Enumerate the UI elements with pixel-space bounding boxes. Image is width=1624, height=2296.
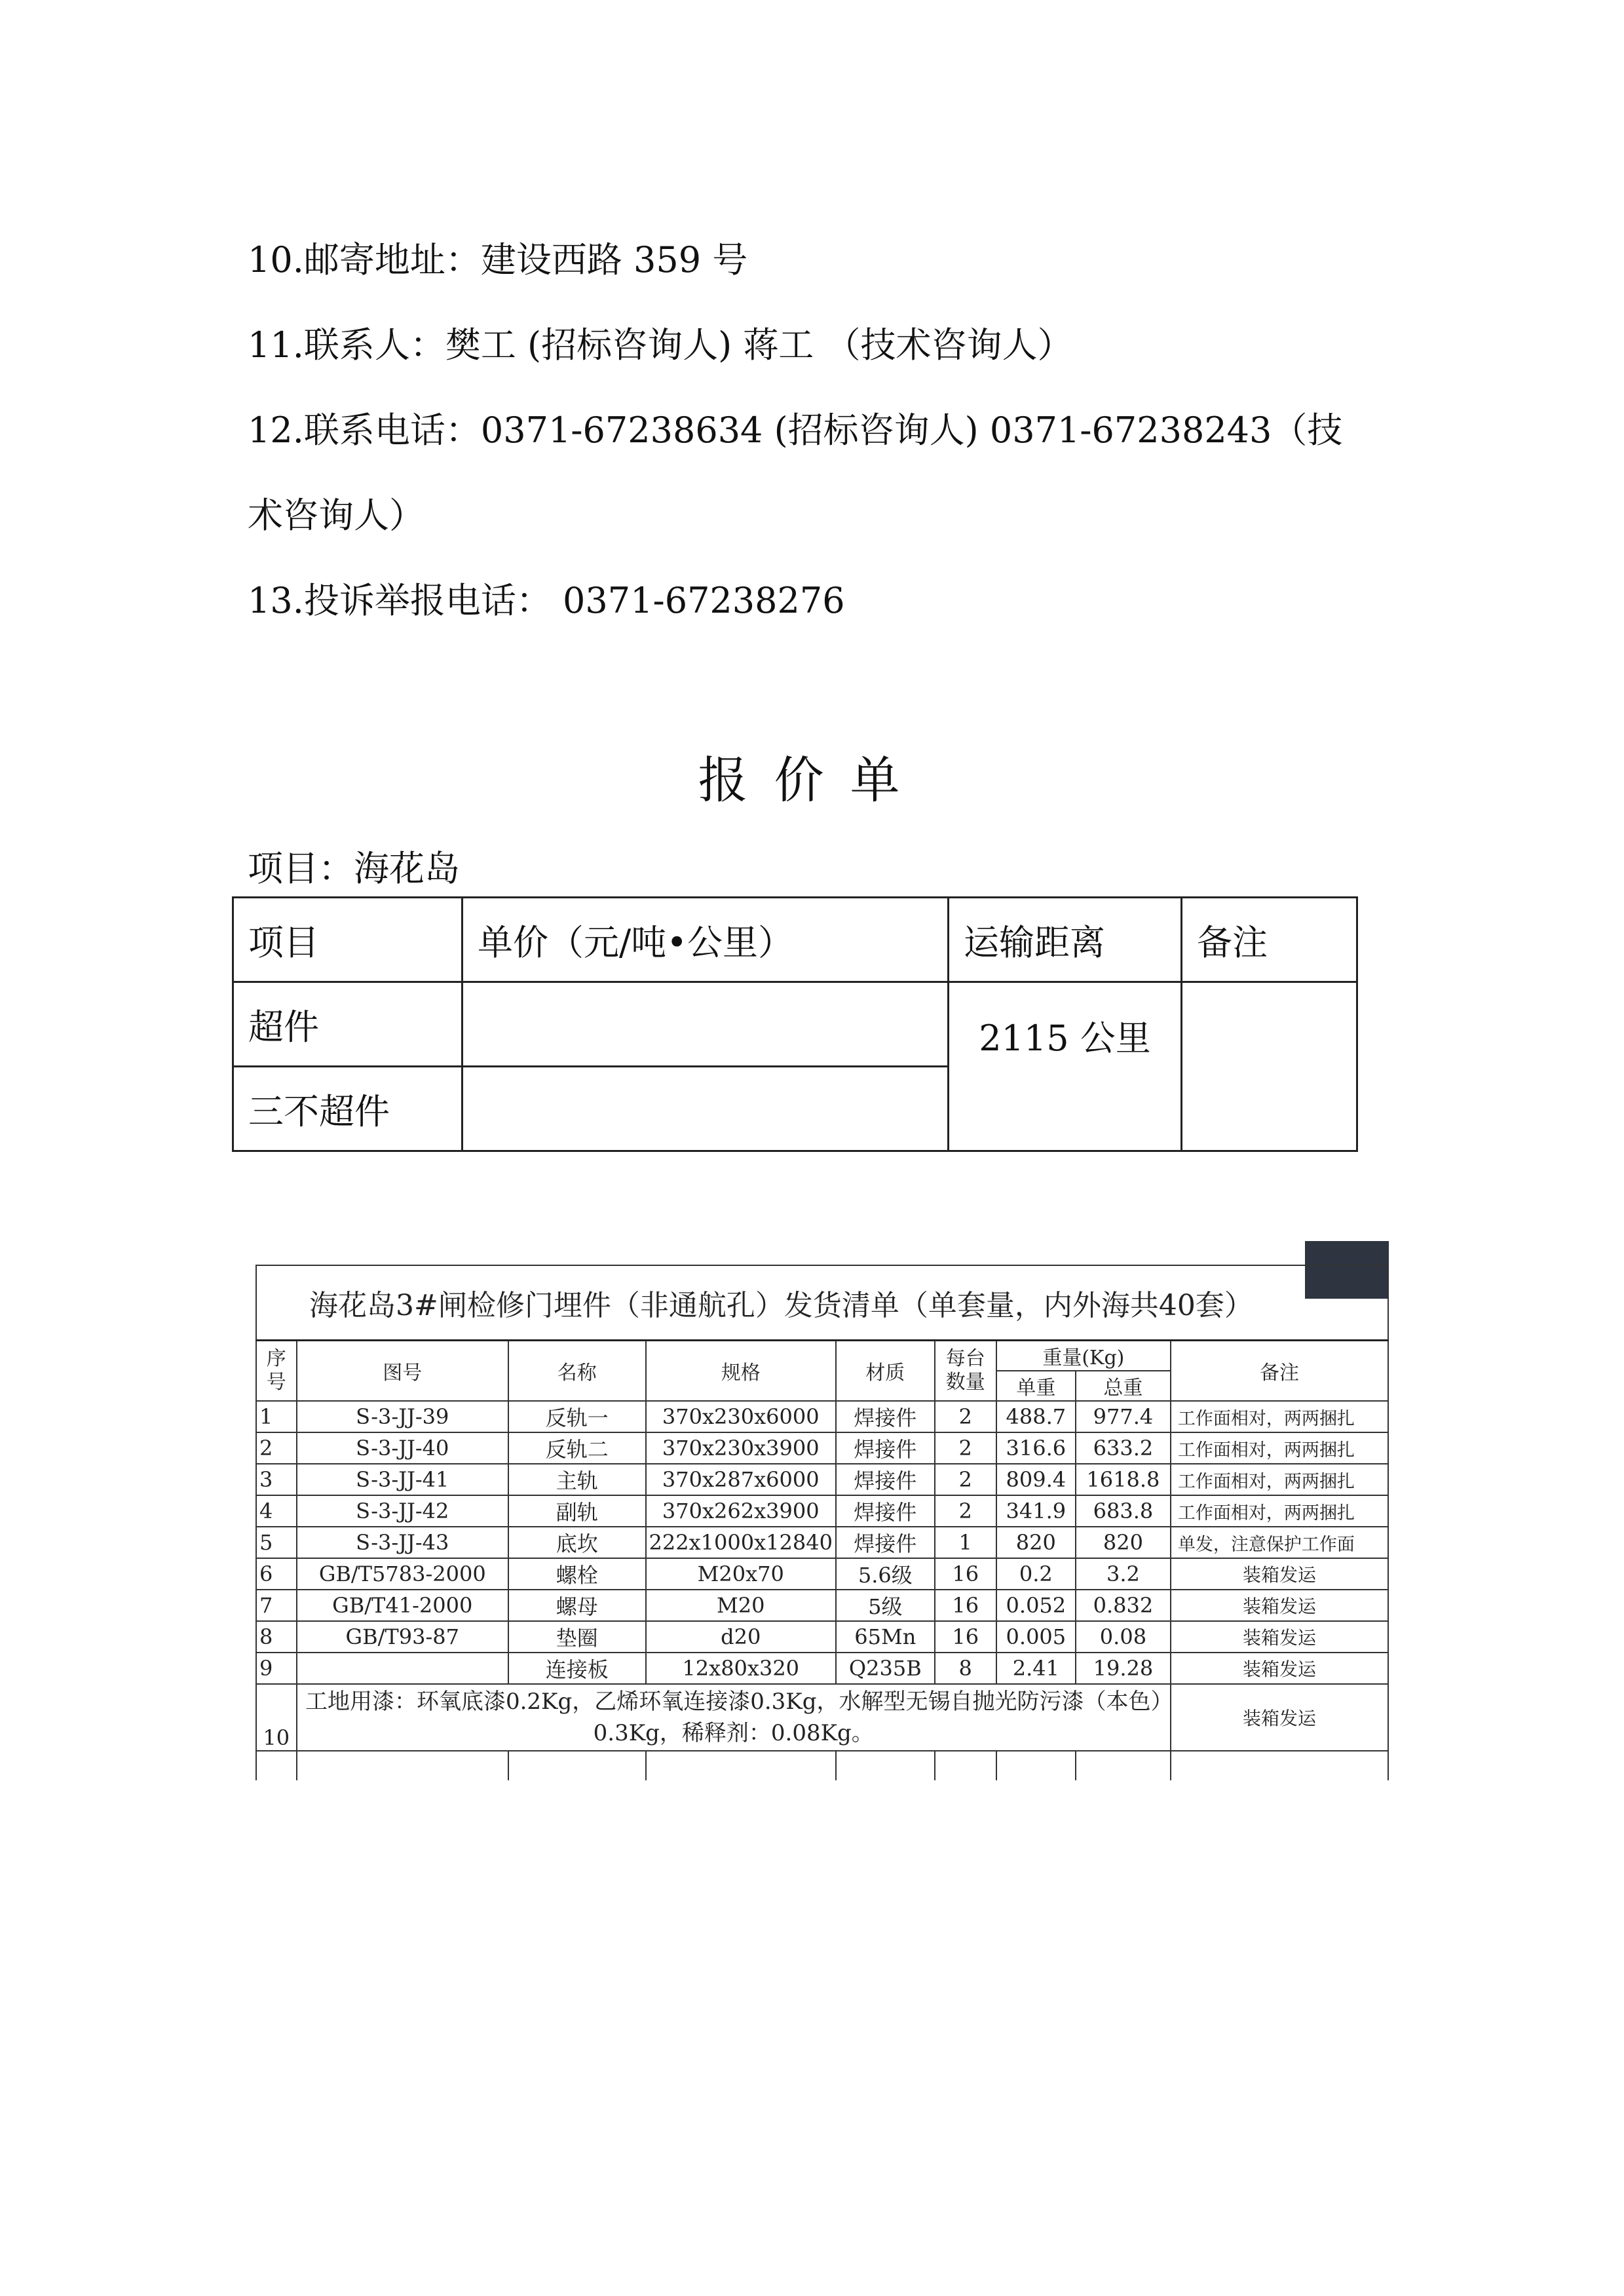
paint-note: 工地用漆：环氧底漆0.2Kg，乙烯环氧连接漆0.3Kg，水解型无锡自抛光防污漆（本色）0.3Kg，稀释剂：0.08Kg。 — [297, 1684, 1171, 1751]
header-qty: 每台数量 — [935, 1341, 996, 1402]
shipping-header-row — [256, 1341, 1388, 1371]
table-row — [256, 1751, 1388, 1780]
cell-remark: 工作面相对，两两捆扎 — [1171, 1401, 1388, 1432]
quote-distance: 2115 公里 — [949, 982, 1182, 1151]
cell-spec: 370x230x3900 — [646, 1432, 836, 1464]
cell-qty: 2 — [935, 1464, 996, 1495]
cell-remark: 单发，注意保护工作面 — [1171, 1527, 1388, 1558]
header-drawing: 图号 — [297, 1341, 508, 1402]
cell-unit: 316.6 — [996, 1432, 1076, 1464]
cell-unit: 0.052 — [996, 1590, 1076, 1621]
header-weight: 重量(Kg) — [996, 1341, 1171, 1371]
cell-unit: 2.41 — [996, 1653, 1076, 1684]
cell-spec: 222x1000x12840 — [646, 1527, 836, 1558]
cell-drawing: S-3-JJ-40 — [297, 1432, 508, 1464]
cell-drawing: GB/T41-2000 — [297, 1590, 508, 1621]
cell-spec: 370x287x6000 — [646, 1464, 836, 1495]
cell-name: 主轨 — [508, 1464, 646, 1495]
header-total-weight: 总重 — [1076, 1371, 1171, 1401]
cell-total: 3.2 — [1076, 1558, 1171, 1590]
cell-name: 垫圈 — [508, 1621, 646, 1653]
cell-drawing: S-3-JJ-41 — [297, 1464, 508, 1495]
cell-total: 820 — [1076, 1527, 1171, 1558]
cell-remark: 工作面相对，两两捆扎 — [1171, 1464, 1388, 1495]
cell-total: 19.28 — [1076, 1653, 1171, 1684]
text-line-11: 11.联系人：樊工 (招标咨询人) 蒋工 （技术咨询人） — [248, 324, 1073, 366]
cell-seq: 3 — [256, 1464, 297, 1495]
cell-qty: 16 — [935, 1558, 996, 1590]
table-row — [256, 1653, 1388, 1684]
cell-spec: 370x230x6000 — [646, 1401, 836, 1432]
table-row — [256, 1401, 1388, 1432]
cell-material: 5.6级 — [836, 1558, 935, 1590]
cell-remark: 装箱发运 — [1171, 1590, 1388, 1621]
cell-seq: 2 — [256, 1432, 297, 1464]
quote-header-remark: 备注 — [1182, 898, 1357, 982]
header-material: 材质 — [836, 1341, 935, 1402]
cell-total: 977.4 — [1076, 1401, 1171, 1432]
cell-unit: 488.7 — [996, 1401, 1076, 1432]
cell-qty: 2 — [935, 1495, 996, 1527]
header-unit-weight: 单重 — [996, 1371, 1076, 1401]
cell-material: Q235B — [836, 1653, 935, 1684]
cell-qty: 2 — [935, 1401, 996, 1432]
table-row — [256, 1590, 1388, 1621]
cell-material: 焊接件 — [836, 1495, 935, 1527]
cell-name: 螺栓 — [508, 1558, 646, 1590]
quote-table — [232, 896, 1358, 1152]
table-row — [256, 1527, 1388, 1558]
cell-remark: 装箱发运 — [1171, 1653, 1388, 1684]
quote-header-distance: 运输距离 — [949, 898, 1182, 982]
cell-drawing: S-3-JJ-42 — [297, 1495, 508, 1527]
table-row — [256, 1464, 1388, 1495]
cell-name: 螺母 — [508, 1590, 646, 1621]
cell-spec: d20 — [646, 1621, 836, 1653]
table-row — [256, 1684, 1388, 1751]
header-name: 名称 — [508, 1341, 646, 1402]
header-remark: 备注 — [1171, 1341, 1388, 1402]
shipping-list — [255, 1265, 1389, 1795]
shipping-table — [255, 1265, 1389, 1780]
cell-remark: 装箱发运 — [1171, 1621, 1388, 1653]
cell-material: 5级 — [836, 1590, 935, 1621]
cell-spec: 370x262x3900 — [646, 1495, 836, 1527]
text-line-10: 10.邮寄地址：建设西路 359 号 — [248, 239, 748, 280]
shipping-caption: 海花岛3#闸检修门埋件（非通航孔）发货清单（单套量，内外海共40套） — [256, 1265, 1388, 1341]
cell-qty: 1 — [935, 1527, 996, 1558]
cell-seq: 7 — [256, 1590, 297, 1621]
cell-unit: 0.2 — [996, 1558, 1076, 1590]
table-row — [256, 1621, 1388, 1653]
cell-drawing: S-3-JJ-39 — [297, 1401, 508, 1432]
quote-item: 超件 — [233, 982, 463, 1067]
cell-spec: 12x80x320 — [646, 1653, 836, 1684]
text-line-12-cont: 术咨询人） — [248, 495, 425, 536]
quote-header-row — [233, 898, 1357, 982]
cell-material: 焊接件 — [836, 1401, 935, 1432]
quote-remark — [1182, 982, 1357, 1151]
cell-material: 65Mn — [836, 1621, 935, 1653]
cell-remark: 工作面相对，两两捆扎 — [1171, 1495, 1388, 1527]
cell-spec: M20x70 — [646, 1558, 836, 1590]
cell-unit: 820 — [996, 1527, 1076, 1558]
cell-seq: 9 — [256, 1653, 297, 1684]
cell-name: 反轨二 — [508, 1432, 646, 1464]
cell-total: 1618.8 — [1076, 1464, 1171, 1495]
cell-material: 焊接件 — [836, 1464, 935, 1495]
cell-seq: 4 — [256, 1495, 297, 1527]
quote-item: 三不超件 — [233, 1067, 463, 1151]
quote-header-price: 单价（元/吨•公里） — [463, 898, 949, 982]
cell-name: 连接板 — [508, 1653, 646, 1684]
quote-title: 报价单 — [698, 751, 926, 809]
cell-spec: M20 — [646, 1590, 836, 1621]
cell-seq: 6 — [256, 1558, 297, 1590]
cell-qty: 16 — [935, 1621, 996, 1653]
cell-total: 0.832 — [1076, 1590, 1171, 1621]
cell-name: 反轨一 — [508, 1401, 646, 1432]
table-row — [256, 1558, 1388, 1590]
quote-header-item: 项目 — [233, 898, 463, 982]
cell-drawing: S-3-JJ-43 — [297, 1527, 508, 1558]
cell-material: 焊接件 — [836, 1432, 935, 1464]
quote-price — [463, 982, 949, 1067]
cell-unit: 341.9 — [996, 1495, 1076, 1527]
row-seq: 10 — [256, 1684, 297, 1751]
header-spec: 规格 — [646, 1341, 836, 1402]
cell-qty: 2 — [935, 1432, 996, 1464]
cell-total: 633.2 — [1076, 1432, 1171, 1464]
quote-project: 项目：海花岛 — [248, 848, 460, 889]
cell-remark: 装箱发运 — [1171, 1558, 1388, 1590]
table-row — [256, 1495, 1388, 1527]
cell-qty: 8 — [935, 1653, 996, 1684]
cell-total: 683.8 — [1076, 1495, 1171, 1527]
cell-drawing — [297, 1653, 508, 1684]
quote-price — [463, 1067, 949, 1151]
header-seq: 序号 — [256, 1341, 297, 1402]
row-remark: 装箱发运 — [1171, 1684, 1388, 1751]
cell-drawing: GB/T5783-2000 — [297, 1558, 508, 1590]
cell-seq: 5 — [256, 1527, 297, 1558]
cell-total: 0.08 — [1076, 1621, 1171, 1653]
table-row — [256, 1432, 1388, 1464]
cell-name: 副轨 — [508, 1495, 646, 1527]
cell-seq: 1 — [256, 1401, 297, 1432]
cell-unit: 0.005 — [996, 1621, 1076, 1653]
cell-qty: 16 — [935, 1590, 996, 1621]
quote-row — [233, 982, 1357, 1067]
cell-unit: 809.4 — [996, 1464, 1076, 1495]
cell-seq: 8 — [256, 1621, 297, 1653]
cell-remark: 工作面相对，两两捆扎 — [1171, 1432, 1388, 1464]
text-line-12: 12.联系电话：0371-67238634 (招标咨询人) 0371-67238243（技 — [248, 410, 1343, 451]
cell-material: 焊接件 — [836, 1527, 935, 1558]
cell-drawing: GB/T93-87 — [297, 1621, 508, 1653]
text-line-13: 13.投诉举报电话： 0371-67238276 — [248, 580, 845, 621]
cell-name: 底坎 — [508, 1527, 646, 1558]
